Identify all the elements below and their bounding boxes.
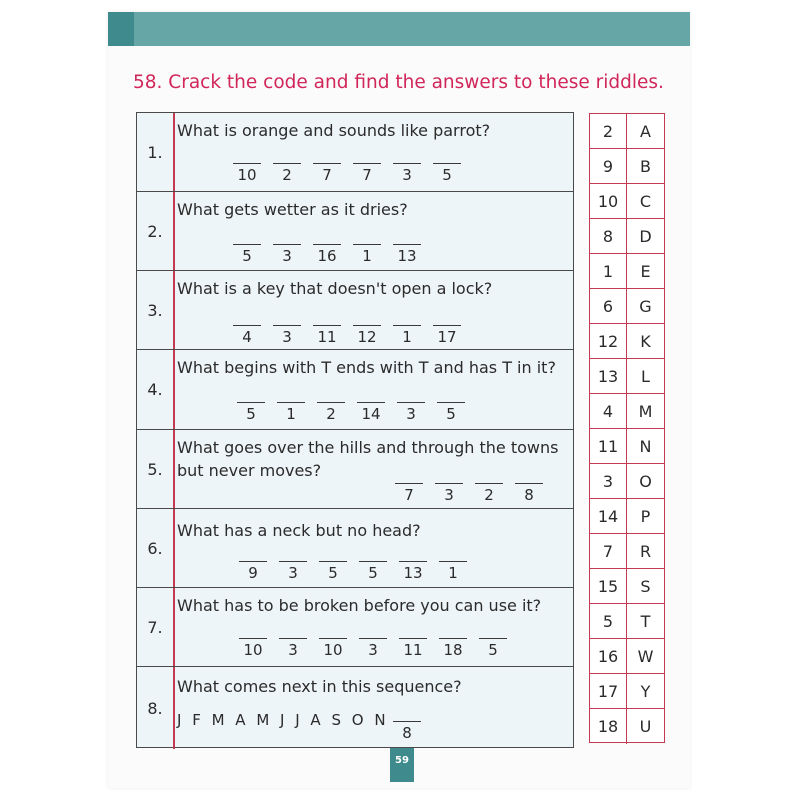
code-blank[interactable]: 7 [389, 483, 429, 504]
key-row [590, 499, 664, 534]
code-blank[interactable]: 5 [231, 402, 271, 423]
key-number: 2 [590, 114, 627, 148]
key-row [590, 324, 664, 359]
code-blanks [233, 561, 473, 582]
riddle-row-1 [137, 113, 573, 192]
key-letter: C [639, 191, 652, 211]
riddle-question: What is a key that doesn't open a lock? [177, 279, 493, 298]
key-number: 10 [590, 184, 627, 218]
code-key-table [589, 113, 665, 743]
code-blank[interactable]: 8 [509, 483, 549, 504]
code-blank[interactable]: 3 [267, 244, 307, 265]
key-number: 8 [590, 219, 627, 253]
code-blank[interactable]: 10 [313, 638, 353, 659]
code-blank[interactable]: 3 [267, 325, 307, 346]
code-blanks [227, 325, 467, 346]
code-blank[interactable]: 1 [271, 402, 311, 423]
code-blank[interactable]: 2 [469, 483, 509, 504]
code-blank[interactable]: 5 [431, 402, 471, 423]
code-blank[interactable]: 8 [387, 721, 427, 742]
riddle-row-4 [137, 350, 573, 430]
key-letter: N [639, 436, 652, 456]
key-letter: E [640, 261, 651, 281]
code-blank[interactable]: 10 [233, 638, 273, 659]
key-number: 15 [590, 569, 627, 603]
code-blank[interactable]: 9 [233, 561, 273, 582]
code-blank[interactable]: 11 [307, 325, 347, 346]
code-blank[interactable]: 5 [227, 244, 267, 265]
code-blank[interactable]: 3 [429, 483, 469, 504]
key-number: 13 [590, 359, 627, 393]
key-row [590, 184, 664, 219]
code-blank[interactable]: 5 [353, 561, 393, 582]
key-row [590, 534, 664, 569]
code-blanks [231, 402, 471, 423]
code-blank[interactable]: 2 [267, 163, 307, 184]
key-letter: U [639, 717, 652, 736]
key-letter: A [640, 121, 651, 141]
key-row [590, 604, 664, 639]
code-blank[interactable]: 14 [351, 402, 391, 423]
code-blank[interactable]: 1 [433, 561, 473, 582]
key-row [590, 394, 664, 429]
key-letter: B [640, 156, 651, 176]
key-number: 3 [590, 464, 627, 498]
code-blank[interactable]: 17 [427, 325, 467, 346]
key-row [590, 639, 664, 674]
riddle-number: 6. [147, 538, 163, 558]
code-blank[interactable]: 3 [273, 561, 313, 582]
code-blank[interactable]: 13 [393, 561, 433, 582]
header-band-accent [108, 12, 134, 46]
key-letter: R [639, 541, 652, 561]
code-blank[interactable]: 11 [393, 638, 433, 659]
month-sequence: J F M A M J J A S O N [177, 711, 389, 729]
key-row [590, 569, 664, 604]
margin-line [173, 667, 175, 749]
key-letter: T [640, 611, 651, 631]
riddle-question: What begins with T ends with T and has T in it? [177, 358, 556, 377]
riddle-question: What goes over the hills and through the towns but never moves? [177, 438, 559, 480]
key-row [590, 709, 664, 744]
riddle-row-5 [137, 430, 573, 509]
key-letter: G [639, 296, 652, 316]
riddle-row-3 [137, 271, 573, 350]
key-letter: D [639, 226, 652, 246]
page-number-badge: 59 [390, 748, 414, 782]
riddle-question: What has to be broken before you can use it? [177, 596, 542, 615]
code-blank[interactable]: 1 [387, 325, 427, 346]
code-blank[interactable]: 13 [387, 244, 427, 265]
key-row [590, 359, 664, 394]
key-row [590, 464, 664, 499]
riddle-row-2 [137, 192, 573, 271]
margin-line [173, 430, 175, 508]
riddle-row-6 [137, 509, 573, 588]
riddle-number: 2. [147, 221, 163, 241]
riddle-number: 7. [147, 617, 163, 637]
key-number: 18 [590, 709, 627, 744]
code-blank[interactable]: 1 [347, 244, 387, 265]
code-blank[interactable]: 10 [227, 163, 267, 184]
code-blank[interactable]: 4 [227, 325, 267, 346]
key-row [590, 289, 664, 324]
margin-line [173, 192, 175, 270]
riddle-number: 3. [147, 300, 163, 320]
key-letter: S [640, 576, 651, 596]
code-blank[interactable]: 5 [473, 638, 513, 659]
margin-line [173, 509, 175, 587]
code-blank[interactable]: 3 [273, 638, 313, 659]
key-number: 1 [590, 254, 627, 288]
margin-line [173, 271, 175, 349]
code-blanks [387, 721, 427, 742]
riddle-table [136, 112, 574, 748]
key-letter: L [641, 366, 650, 386]
code-blank[interactable]: 7 [307, 163, 347, 184]
key-number: 6 [590, 289, 627, 323]
code-blank[interactable]: 16 [307, 244, 347, 265]
riddle-number: 4. [147, 380, 163, 399]
margin-line [173, 350, 175, 429]
key-row [590, 674, 664, 709]
riddle-question: What is orange and sounds like parrot? [177, 121, 491, 140]
riddle-row-8 [137, 667, 573, 749]
key-row [590, 429, 664, 464]
code-blanks [227, 163, 467, 184]
riddle-number: 5. [147, 459, 163, 479]
key-number: 4 [590, 394, 627, 428]
margin-line [173, 588, 175, 666]
key-letter: O [639, 471, 652, 491]
key-row [590, 219, 664, 254]
header-band [108, 12, 690, 46]
code-blanks [389, 483, 549, 504]
key-letter: Y [640, 681, 651, 701]
key-row [590, 149, 664, 184]
code-blank[interactable]: 5 [313, 561, 353, 582]
riddle-row-7 [137, 588, 573, 667]
riddle-question: What gets wetter as it dries? [177, 200, 408, 219]
key-number: 11 [590, 429, 627, 463]
page-title: 58. Crack the code and find the answers to these riddles. [133, 72, 664, 93]
riddle-question: What has a neck but no head? [177, 521, 421, 540]
code-blank[interactable]: 2 [311, 402, 351, 423]
key-number: 17 [590, 674, 627, 708]
code-blank[interactable]: 12 [347, 325, 387, 346]
key-row [590, 114, 664, 149]
key-letter: M [638, 401, 653, 421]
riddle-number: 1. [147, 142, 163, 162]
key-number: 9 [590, 149, 627, 183]
code-blank[interactable]: 3 [391, 402, 431, 423]
code-blank[interactable]: 18 [433, 638, 473, 659]
riddle-question: What comes next in this sequence? [177, 677, 462, 696]
key-number: 16 [590, 639, 627, 673]
key-letter: W [637, 646, 654, 666]
key-number: 7 [590, 534, 627, 568]
key-row [590, 254, 664, 289]
key-number: 14 [590, 499, 627, 533]
margin-line [173, 113, 175, 191]
code-blank[interactable]: 3 [353, 638, 393, 659]
key-letter: P [640, 506, 651, 526]
code-blank[interactable]: 7 [347, 163, 387, 184]
riddle-number: 8. [147, 698, 163, 718]
code-blank[interactable]: 3 [387, 163, 427, 184]
code-blanks [227, 244, 427, 265]
key-number: 12 [590, 324, 627, 358]
key-letter: K [640, 331, 651, 351]
key-number: 5 [590, 604, 627, 638]
code-blank[interactable]: 5 [427, 163, 467, 184]
code-blanks [233, 638, 513, 659]
